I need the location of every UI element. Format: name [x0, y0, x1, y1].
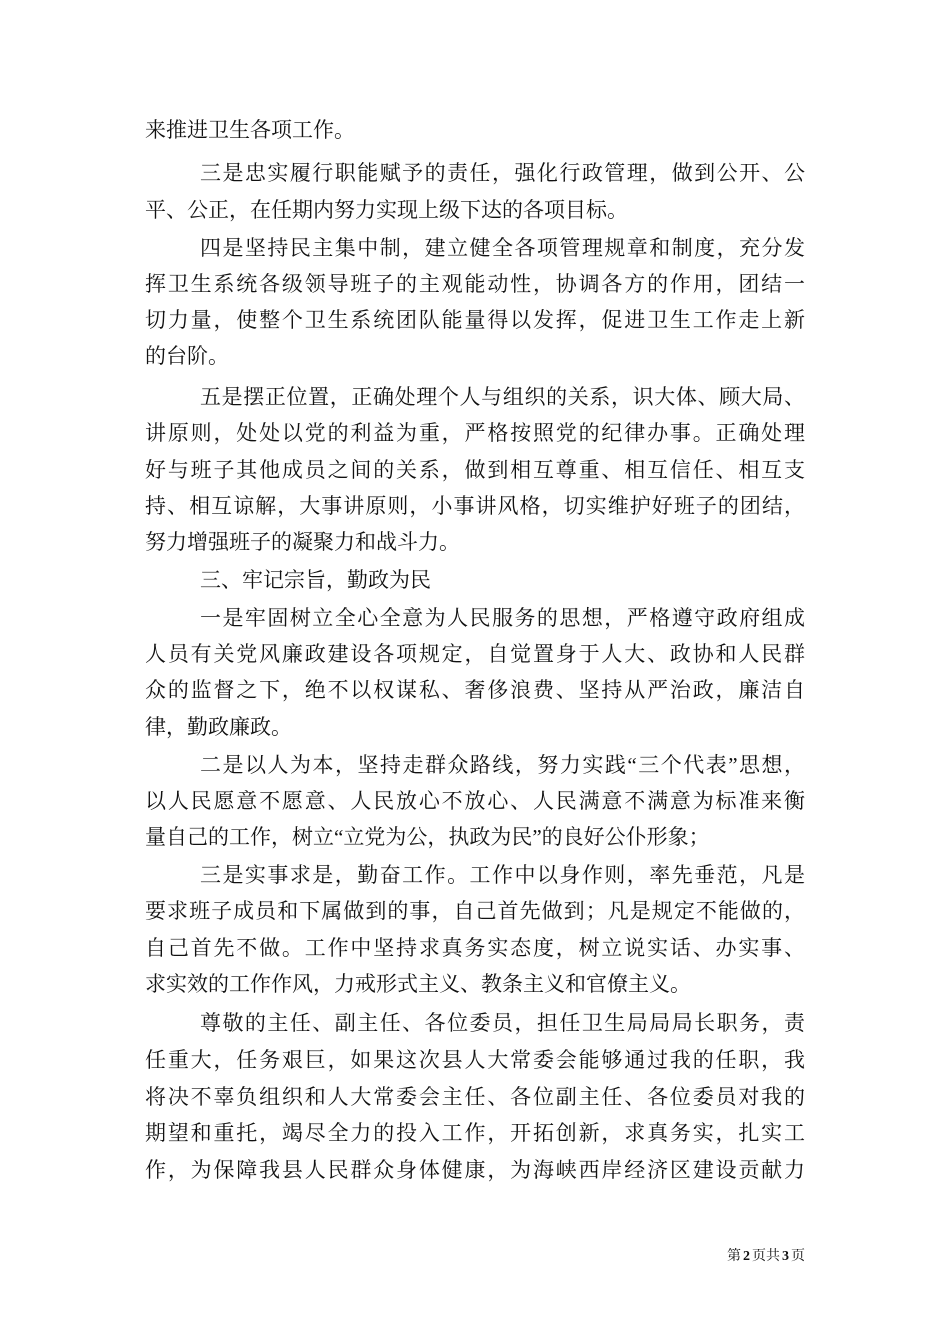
page-label-prefix: 第: [727, 1249, 741, 1264]
page-label-middle: 页共: [752, 1249, 780, 1264]
paragraph-line: 作，为保障我县人民群众身体健康，为海峡西岸经济区建设贡献力: [145, 1158, 805, 1182]
paragraph-line: 四是坚持民主集中制，建立健全各项管理规章和制度，充分发: [200, 236, 805, 260]
paragraph-line: 将决不辜负组织和人大常委会主任、各位副主任、各位委员对我的: [145, 1085, 805, 1109]
page-number-footer: [690, 1246, 805, 1268]
section-heading-line: 三、牢记宗旨，勤政为民: [200, 568, 431, 592]
paragraph-line: 众的监督之下，绝不以权谋私、奢侈浪费、坚持从严治政，廉洁自: [145, 678, 805, 702]
paragraph-line: 自己首先不做。工作中坚持求真务实态度，树立说实话、办实事、: [145, 936, 805, 960]
paragraph-line: 努力增强班子的凝聚力和战斗力。: [145, 530, 460, 554]
paragraph-line: 求实效的工作作风，力戒形式主义、教条主义和官僚主义。: [145, 972, 691, 996]
paragraph-line: 平、公正，在任期内努力实现上级下达的各项目标。: [145, 198, 628, 222]
paragraph-line: 要求班子成员和下属做到的事，自己首先做到；凡是规定不能做的，: [145, 899, 805, 923]
paragraph-line: 好与班子其他成员之间的关系，做到相互尊重、相互信任、相互支: [145, 458, 805, 482]
paragraph-line: 以人民愿意不愿意、人民放心不放心、人民满意不满意为标准来衡: [145, 789, 805, 813]
paragraph-line: 量自己的工作，树立“立党为公，执政为民”的良好公仆形象；: [145, 825, 710, 849]
paragraph-line: 讲原则，处处以党的利益为重，严格按照党的纪律办事。正确处理: [145, 421, 805, 445]
page-label-suffix: 页: [791, 1249, 805, 1264]
paragraph-line: 人员有关党风廉政建设各项规定，自觉置身于人大、政协和人民群: [145, 642, 805, 666]
paragraph-line: 切力量，使整个卫生系统团队能量得以发挥，促进卫生工作走上新: [145, 308, 805, 332]
paragraph-line: 一是牢固树立全心全意为人民服务的思想，严格遵守政府组成: [200, 606, 805, 630]
total-pages-number: 3: [782, 1249, 789, 1264]
paragraph-line: 律，勤政廉政。: [145, 715, 292, 739]
paragraph-line: 持、相互谅解，大事讲原则，小事讲风格，切实维护好班子的团结，: [145, 494, 805, 518]
paragraph-line: 五是摆正位置，正确处理个人与组织的关系，识大体、顾大局、: [200, 385, 805, 409]
paragraph-line: 三是实事求是，勤奋工作。工作中以身作则，率先垂范，凡是: [200, 863, 805, 887]
paragraph-line: 三是忠实履行职能赋予的责任，强化行政管理，做到公开、公: [200, 161, 805, 185]
current-page-number: 2: [743, 1249, 750, 1264]
paragraph-line: 二是以人为本，坚持走群众路线，努力实践“三个代表”思想，: [200, 753, 805, 777]
paragraph-line: 挥卫生系统各级领导班子的主观能动性，协调各方的作用，团结一: [145, 272, 805, 296]
paragraph-line: 任重大，任务艰巨，如果这次县人大常委会能够通过我的任职，我: [145, 1048, 805, 1072]
paragraph-line: 期望和重托，竭尽全力的投入工作，开拓创新，求真务实，扎实工: [145, 1121, 805, 1145]
paragraph-line: 尊敬的主任、副主任、各位委员，担任卫生局局局长职务，责: [200, 1011, 805, 1035]
paragraph-line: 来推进卫生各项工作。: [145, 118, 355, 142]
paragraph-line: 的台阶。: [145, 344, 229, 368]
